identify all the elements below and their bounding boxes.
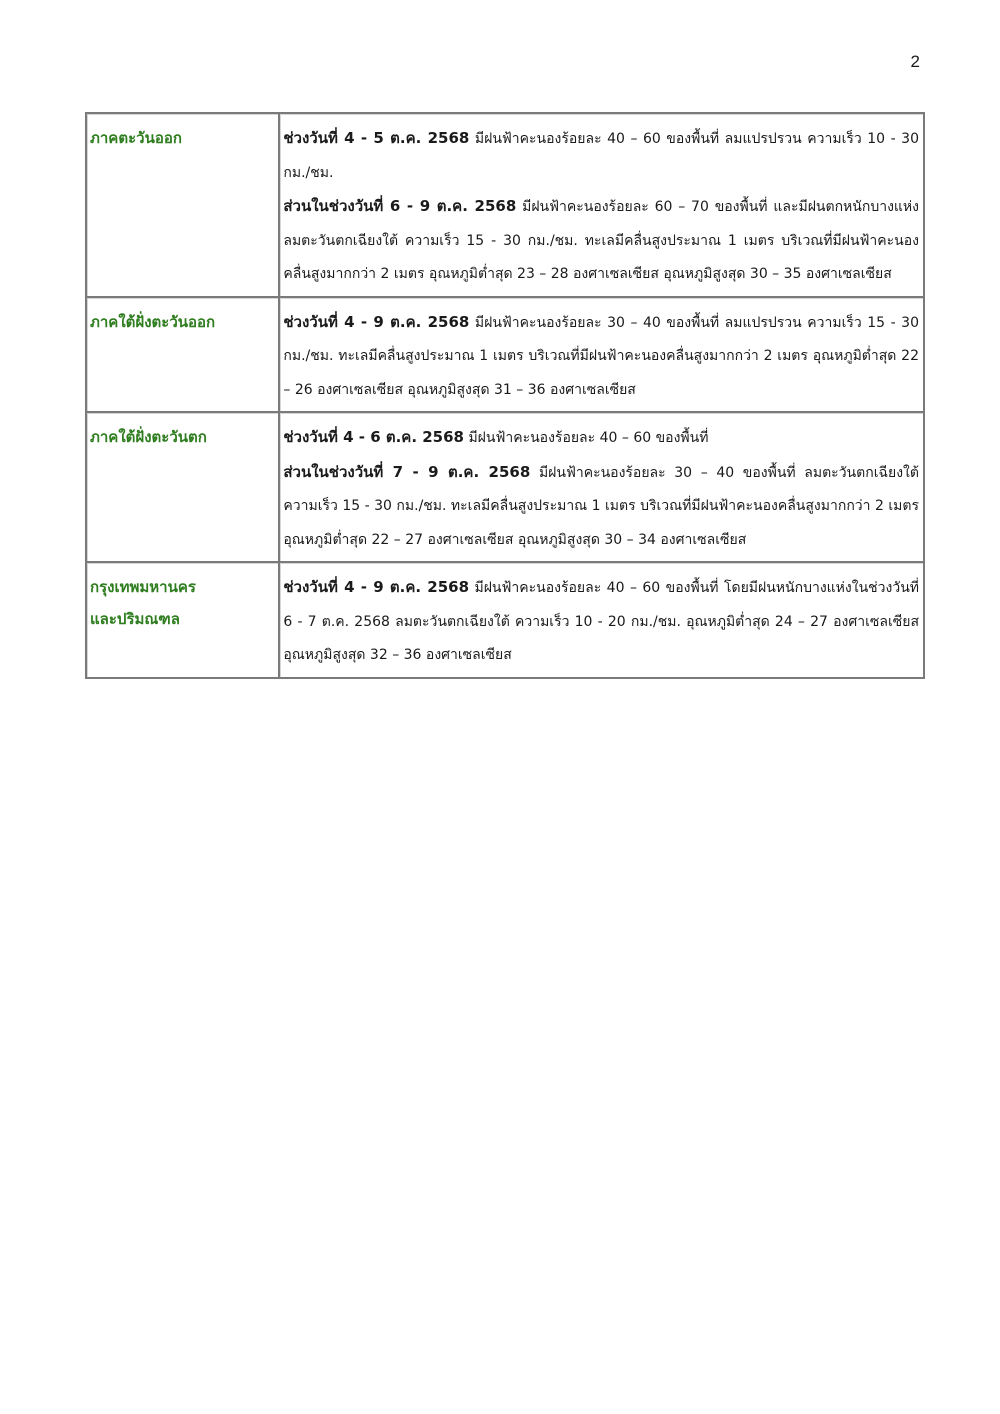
forecast-paragraph — [283, 190, 919, 292]
forecast-text: มีฝนฟ้าคะนองร้อยละ 60 – 70 ของพื้นที่ และมีฝนตกหนักบางแห่ง ลมตะวันตกเฉียงใต้ ความเร็ว 15 - 30 กม./ชม. ทะเลมีคลื่นสูงประมาณ 1 เมตร บริเวณที่มีฝนฟ้าคะนองคลื่นสูงมากกว่า 2 เมตร อุณหภูมิต่ำสุด 23 – 28 องศาเซลเซียส อุณหภูมิสูงสุด 30 – 35 องศาเซลเซียส — [283, 199, 919, 282]
period-label: ช่วงวันที่ 4 - 6 ต.ค. 2568 — [283, 428, 464, 446]
forecast-row-south-west-coast — [86, 412, 924, 562]
region-name: ภาคตะวันออก — [90, 129, 182, 147]
forecast-cell — [279, 562, 924, 678]
forecast-text: มีฝนฟ้าคะนองร้อยละ 40 – 60 ของพื้นที่ — [464, 430, 709, 446]
forecast-text: มีฝนฟ้าคะนองร้อยละ 40 – 60 ของพื้นที่ โดยมีฝนหนักบางแห่งในช่วงวันที่ 6 - 7 ต.ค. 2568 ลมตะวันตกเฉียงใต้ ความเร็ว 10 - 20 กม./ชม. อุณหภูมิต่ำสุด 24 – 27 องศาเซลเซียส อุณหภูมิสูงสุด 32 – 36 องศาเซลเซียส — [283, 580, 920, 663]
regional-forecast-table — [85, 112, 925, 679]
period-label: ส่วนในช่วงวันที่ 6 - 9 ต.ค. 2568 — [283, 197, 517, 215]
forecast-row-bangkok — [86, 562, 924, 678]
period-label: ช่วงวันที่ 4 - 5 ต.ค. 2568 — [283, 129, 470, 147]
forecast-paragraph — [283, 421, 919, 456]
region-name: กรุงเทพมหานคร และปริมณฑล — [90, 578, 196, 628]
forecast-row-south-east-coast — [86, 297, 924, 413]
forecast-cell — [279, 412, 924, 562]
period-label: ส่วนในช่วงวันที่ 7 - 9 ต.ค. 2568 — [283, 462, 531, 481]
forecast-cell — [279, 113, 924, 297]
forecast-text: มีฝนฟ้าคะนองร้อยละ 40 – 60 ของพื้นที่ ลมแปรปรวน ความเร็ว 10 - 30 กม./ชม. — [283, 131, 919, 181]
region-cell — [86, 562, 279, 678]
forecast-paragraph — [283, 571, 919, 673]
region-name: ภาคใต้ฝั่งตะวันตก — [90, 428, 207, 446]
forecast-text: มีฝนฟ้าคะนองร้อยละ 30 – 40 ของพื้นที่ ลมแปรปรวน ความเร็ว 15 - 30 กม./ชม. ทะเลมีคลื่นสูงประมาณ 1 เมตร บริเวณที่มีฝนฟ้าคะนองคลื่นสูงมากกว่า 2 เมตร อุณหภูมิต่ำสุด 22 – 26 องศาเซลเซียส อุณหภูมิสูงสุด 31 – 36 องศาเซลเซียส — [283, 314, 919, 398]
forecast-row-east — [86, 113, 924, 297]
forecast-paragraph — [283, 456, 919, 558]
period-label: ช่วงวันที่ 4 - 9 ต.ค. 2568 — [283, 578, 470, 596]
region-cell — [86, 113, 279, 297]
region-cell — [86, 297, 279, 413]
page-number: 2 — [910, 52, 920, 71]
forecast-cell — [279, 297, 924, 413]
region-name: ภาคใต้ฝั่งตะวันออก — [90, 312, 216, 331]
region-cell — [86, 412, 279, 562]
forecast-text: มีฝนฟ้าคะนองร้อยละ 30 – 40 ของพื้นที่ ลมตะวันตกเฉียงใต้ ความเร็ว 15 - 30 กม./ชม. ทะเลมีคลื่นสูงประมาณ 1 เมตร บริเวณที่มีฝนฟ้าคะนองคลื่นสูงมากกว่า 2 เมตร อุณหภูมิต่ำสุด 22 – 27 องศาเซลเซียส อุณหภูมิสูงสุด 30 – 34 องศาเซลเซียส — [283, 464, 919, 548]
forecast-paragraph — [283, 122, 919, 190]
period-label: ช่วงวันที่ 4 - 9 ต.ค. 2568 — [283, 312, 470, 331]
forecast-paragraph — [283, 306, 919, 408]
